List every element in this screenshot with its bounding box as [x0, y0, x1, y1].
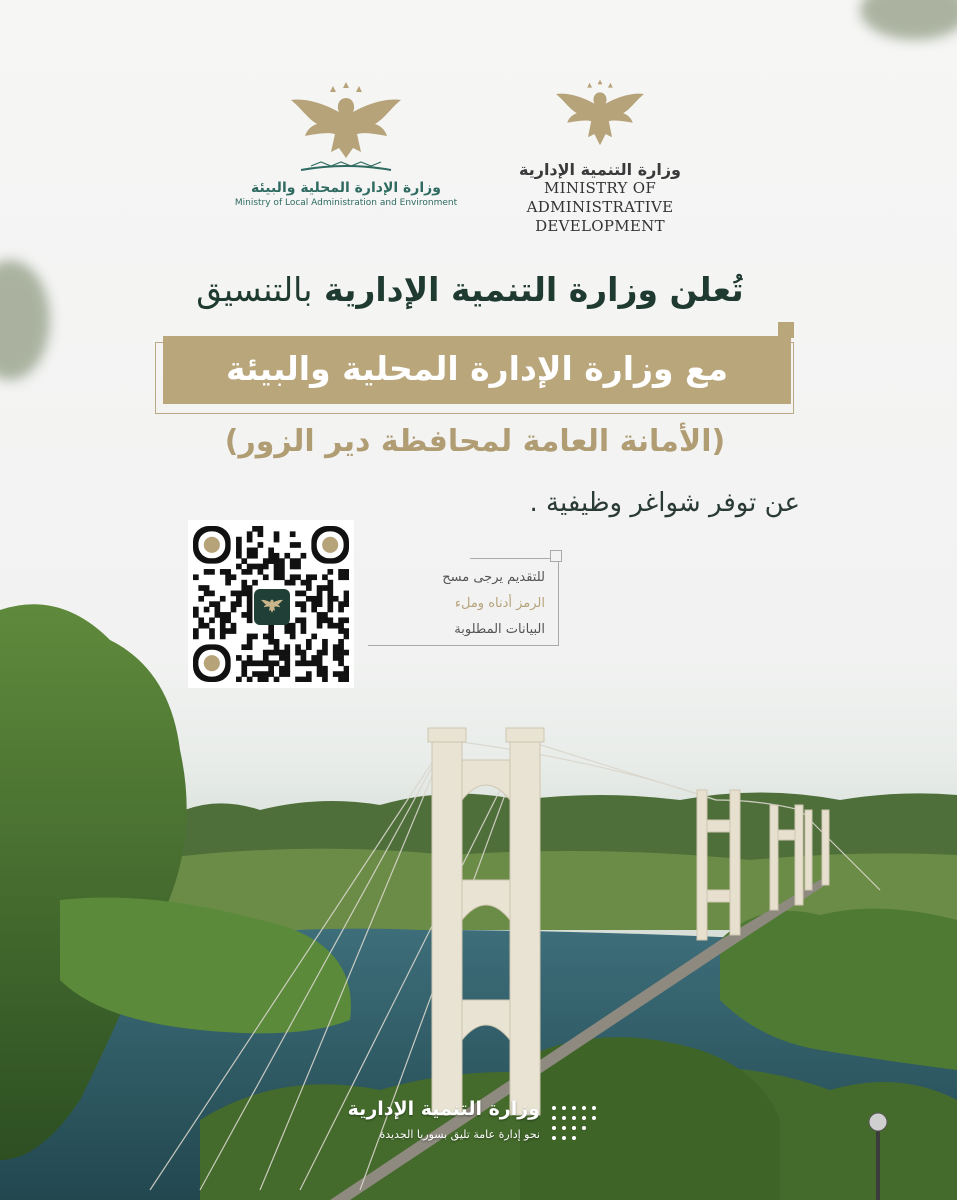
logo-right-arabic-name: وزارة التنمية الإدارية — [519, 160, 681, 179]
instructions-corner — [550, 550, 562, 562]
logo-right-english-line1: MINISTRY OF ADMINISTRATIVE — [526, 179, 674, 216]
headline — [150, 270, 790, 309]
eagle-emblem-icon — [281, 78, 411, 178]
footer-subtitle: نحو إدارة عامة تليق بسوريا الجديدة — [379, 1128, 540, 1141]
vacancies-line: عن توفر شواغر وظيفية . — [529, 488, 800, 518]
logo-administrative-development — [470, 78, 730, 236]
headline-bold: تُعلن وزارة التنمية الإدارية — [323, 270, 744, 309]
instructions-line-3: البيانات المطلوبة — [454, 622, 545, 637]
instructions-line-2: الرمز أدناه وملء — [454, 596, 545, 611]
banner: مع وزارة الإدارة المحلية والبيئة — [163, 336, 791, 404]
leaf-decoration — [860, 0, 957, 40]
instructions-line-1: للتقديم يرجى مسح — [442, 570, 545, 585]
instructions-bracket-top — [470, 558, 558, 559]
logo-right-english-line2: DEVELOPMENT — [535, 217, 665, 235]
logo-left-arabic-name: وزارة الإدارة المحلية والبيئة — [251, 180, 441, 196]
eagle-emblem-icon — [545, 78, 655, 158]
governorate-line: (الأمانة العامة لمحافظة دير الزور) — [224, 424, 726, 459]
headline-thin: بالتنسيق — [196, 270, 313, 309]
logo-left-english-name: Ministry of Local Administration and Environment — [234, 198, 458, 208]
footer-brand — [347, 1098, 610, 1148]
logo-local-administration — [228, 78, 464, 208]
footer-title: وزارة التنمية الإدارية — [347, 1098, 540, 1120]
dot-grid-icon — [548, 1102, 608, 1146]
leaf-decoration — [0, 260, 50, 380]
